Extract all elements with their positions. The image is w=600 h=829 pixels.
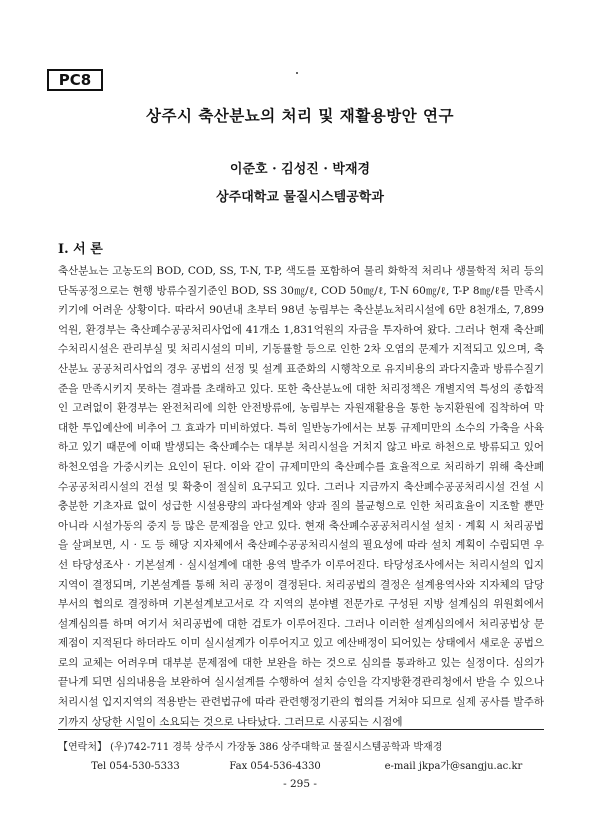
paper-title: 상주시 축산분뇨의 처리 및 재활용방안 연구 [146, 106, 454, 125]
body-paragraph: 축산분뇨는 고농도의 BOD, COD, SS, T-N, T-P, 색도를 포함하여 물리 화학적 처리나 생물학적 처리 등의 단독공정으로는 현행 방류수질기준인 BOD, SS 30㎎/ℓ, COD 50㎎/ℓ, T-N 60㎎/ℓ, T-P 8㎎/ℓ를 만족시키기에 어려운 상황이다. 따라서 90년내 초부터 98년 농림부는 축산분뇨처리시설에 6만 8천개소, 7,899억원, 환경부는 축산폐수공공처리사업에 41개소 1,831억원의 자금을 투자하여 왔다. 그러나 현재 축산폐수처리시설은 관리부실 및 처리시설의 미비, 기동률할 등으로 인한 2차 오염의 문제가 지적되고 있으며, 축산분뇨 공공처리사업의 경우 공법의 선정 및 설계 표준화의 시행착오로 유지비용의 과다지출과 방류수질기준을 만족시키지 못하는 결과를 초래하고 있다. 또한 축산분뇨에 대한 처리정책은 개별지역 특성의 종합적인 고려없이 환경부는 완전처리에 의한 안전방류에, 농림부는 자원재활용을 통한 농지환원에 집착하여 막대한 투입예산에 비추어 그 효과가 미비하였다. 특히 일반농가에서는 보통 규제미만의 소수의 가축을 사육하고 있기 때문에 이때 발생되는 축산폐수는 대부분 처리시설을 거치지 않고 바로 하천으로 방류되고 있어 하천오염을 가중시키는 요인이 된다. 이와 같이 규제미만의 축산폐수를 효율적으로 처리하기 위해 축산폐수공공처리시설의 건설 및 확충이 절실히 요구되고 있다. 그러나 지금까지 축산폐수공공처리시설 건설 시 충분한 기초자료 없이 성급한 시설용량의 과다설계와 양과 질의 불균형으로 인한 처리효율이 지조할 뿐만 아니라 시설가동의 중지 등 많은 문제점을 안고 있다. 현재 축산폐수공공처리시설 설치 · 계획 시 처리공법을 살펴보면, 시 · 도 등 해당 지자체에서 축산폐수공공처리시설의 필요성에 따라 설치 계획이 수립되면 우선 타당성조사 · 기본설계 · 실시설계에 대한 용역 발주가 이루어진다. 타당성조사에서는 처리시설의 입지지역이 결정되며, 기본설계를 통해 처리 공정이 결정된다. 처리공법의 결정은 설계용역사와 지자체의 담당부서의 협의로 결정하며 기본설계보고서로 각 지역의 분야별 전문가로 구성된 지방 설계심의 위원회에서 설계심의를 하며 여기서 처리공법에 대한 검토가 이루어진다. 그러나 이러한 설계심의에서 처리공법상 문제점이 지적된다 하더라도 이미 실시설계가 이루어지고 있고 예산배정이 되어있는 상태에서 새로운 공법으로의 교체는 어려우며 대부분 문제점에 대한 보완을 하는 것으로 심의를 통과하고 있는 실정이다. 심의가 끝나게 되면 심의내용을 보완하여 실시설계를 수행하여 설치 승인을 각지방환경관리청에서 받을 수 있으나 처리시설 입지지역의 적용받는 관련법규에 따라 관련행정기관의 협의를 거쳐야 되므로 실제 공사를 발주하기까지 상당한 시일이 소요되는 것으로 나타났다. 그러므로 시공되는 시점에 [58, 265, 544, 728]
contact-address: (우)742-711 경북 상주시 가장동 386 상주대학교 물질시스템공학과 박재경 [110, 742, 443, 753]
session-badge: PC8 [47, 69, 103, 91]
affiliation: 상주대학교 물질시스템공학과 [216, 190, 384, 205]
contact-phone-row [58, 757, 522, 772]
contact-address-row [58, 738, 442, 753]
page-number: - 295 - [283, 778, 317, 790]
contact-tel: Tel 054-530-5333 [91, 761, 180, 772]
section-heading: I. 서 론 [58, 242, 103, 257]
contact-email: e-mail jkpa가@sangju.ac.kr [384, 761, 523, 772]
footnote-divider [58, 729, 544, 730]
scan-dot [296, 72, 298, 74]
author-list: 이준호 · 김성진 · 박재경 [229, 162, 371, 177]
contact-label: 【연락처】 [58, 742, 107, 753]
contact-fax: Fax 054-536-4330 [229, 761, 321, 772]
